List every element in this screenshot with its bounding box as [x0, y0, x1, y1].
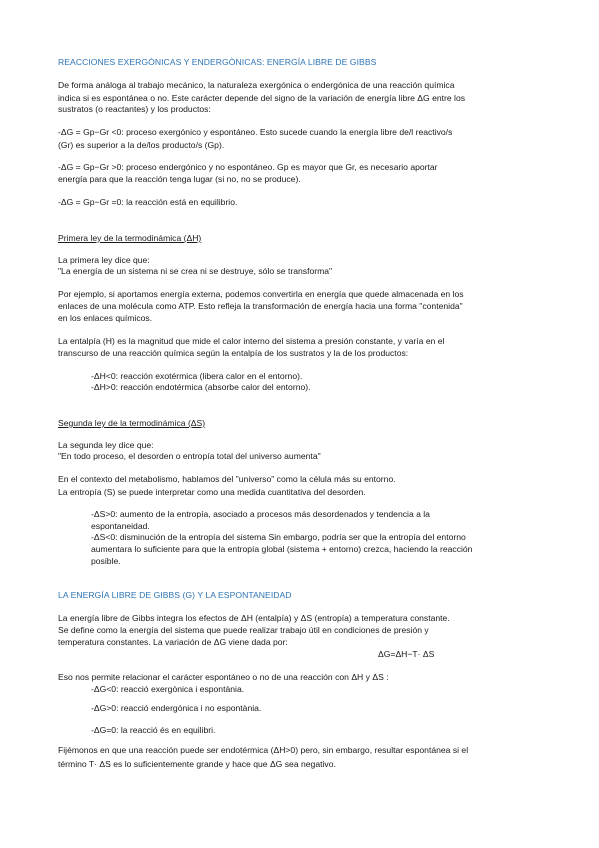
ds-positive-line-2: espontaneidad. [91, 521, 150, 531]
intro-line-2: indica si es espontánea o no. Este carácter depende del signo de la variación de energía libre ΔG entre los [58, 93, 466, 103]
exergonic-line-2: (Gr) es superior a la de/los producto/s (Gp). [58, 140, 225, 150]
heading-gibbs: LA ENERGÍA LIBRE DE GIBBS (G) Y LA ESPONTANEIDAD [58, 590, 292, 600]
relate-line: Eso nos permite relacionar el carácter espontáneo o no de una reacción con ΔH y ΔS : [58, 672, 389, 682]
enthalpy-line-1: La entalpía (H) es la magnitud que mide el calor interno del sistema a presión constante, y varía en el [58, 336, 445, 346]
second-law-intro: La segunda ley dice que: [58, 440, 154, 450]
final-line-1: Fijémonos en que una reacción puede ser endotérmica (ΔH>0) pero, sin embargo, resultar espontánea si el [58, 745, 469, 755]
ds-negative-line-2: aumentara lo suficiente para que la entropía global (sistema + entorno) crezca, haciendo la reacción [91, 544, 473, 554]
gibbs-line-3: temperatura constantes. La variación de ΔG viene dada por: [58, 637, 288, 647]
endergonic-line-2: energía para que la reacción tenga lugar (si no, no se produce). [58, 174, 301, 184]
enthalpy-line-2: transcurso de una reacción química según la entalpía de los sustratos y la de los productos: [58, 348, 409, 358]
second-law-quote: "En todo proceso, el desorden o entropía total del universo aumenta" [58, 451, 321, 461]
atp-line-2: enlaces de una molécula como ATP. Esto refleja la transformación de energía hacia una forma "contenida" [58, 301, 463, 311]
heading-second-law: Segunda ley de la termodinámica (ΔS) [58, 418, 206, 428]
dg-negative: -ΔG<0: reacció exergònica i espontània. [91, 684, 245, 694]
heading-first-law: Primera ley de la termodinámica (ΔH) [58, 233, 202, 243]
intro-line-1: De forma análoga al trabajo mecánico, la naturaleza exergónica o endergónica de una reacción química [58, 80, 455, 90]
endergonic-line-1: -ΔG = Gp−Gr >0: proceso endergónico y no espontáneo. Gp es mayor que Gr, es necesario aportar [58, 162, 438, 172]
ds-positive-line-1: -ΔS>0: aumento de la entropía, asociado a procesos más desordenados y tendencia a la [91, 509, 430, 519]
ds-negative-line-3: posible. [91, 556, 121, 566]
final-line-2: término T· ΔS es lo suficientemente grande y hace que ΔG sea negativo. [58, 759, 336, 769]
ds-negative-line-1: -ΔS<0: disminución de la entropía del sistema Sin embargo, podría ser que la entropía del entorno [91, 532, 466, 542]
exergonic-line-1: -ΔG = Gp−Gr <0: proceso exergónico y espontáneo. Esto sucede cuando la energía libre de/l reactivo/s [58, 127, 453, 137]
first-law-quote: "La energía de un sistema ni se crea ni se destruye, sólo se transforma" [58, 266, 333, 276]
equilibrium-line: -ΔG = Gp−Gr =0: la reacción está en equilibrio. [58, 197, 238, 207]
metabolism-line-1: En el contexto del metabolismo, hablamos del "universo" como la célula más su entorno. [58, 474, 396, 484]
dh-positive: -ΔH>0: reacción endotérmica (absorbe calor del entorno). [91, 382, 311, 392]
dg-zero: -ΔG=0: la reacció és en equilibri. [91, 725, 216, 735]
first-law-intro: La primera ley dice que: [58, 255, 150, 265]
heading-reactions: REACCIONES EXERGÒNICAS Y ENDERGÒNICAS: ENERGÍA LIBRE DE GIBBS [58, 57, 377, 67]
atp-line-3: en los enlaces químicos. [58, 313, 153, 323]
dg-positive: -ΔG>0: reacció endergònica i no espontània. [91, 703, 262, 713]
gibbs-line-2: Se define como la energía del sistema que puede realizar trabajo útil en condiciones de presión y [58, 625, 429, 635]
atp-line-1: Por ejemplo, si aportamos energía externa, podemos convertirla en energía que quede almacenada en los [58, 289, 464, 299]
intro-line-3: sustratos (o reactantes) y los productos: [58, 104, 211, 114]
metabolism-line-2: La entropía (S) se puede interpretar como una medida cuantitativa del desorden. [58, 487, 366, 497]
dh-negative: -ΔH<0: reacción exotérmica (libera calor en el entorno). [91, 371, 303, 381]
gibbs-formula: ΔG=ΔH−T· ΔS [378, 649, 435, 659]
gibbs-line-1: La energía libre de Gibbs integra los efectos de ΔH (entalpía) y ΔS (entropía) a temperatura constante. [58, 613, 450, 623]
